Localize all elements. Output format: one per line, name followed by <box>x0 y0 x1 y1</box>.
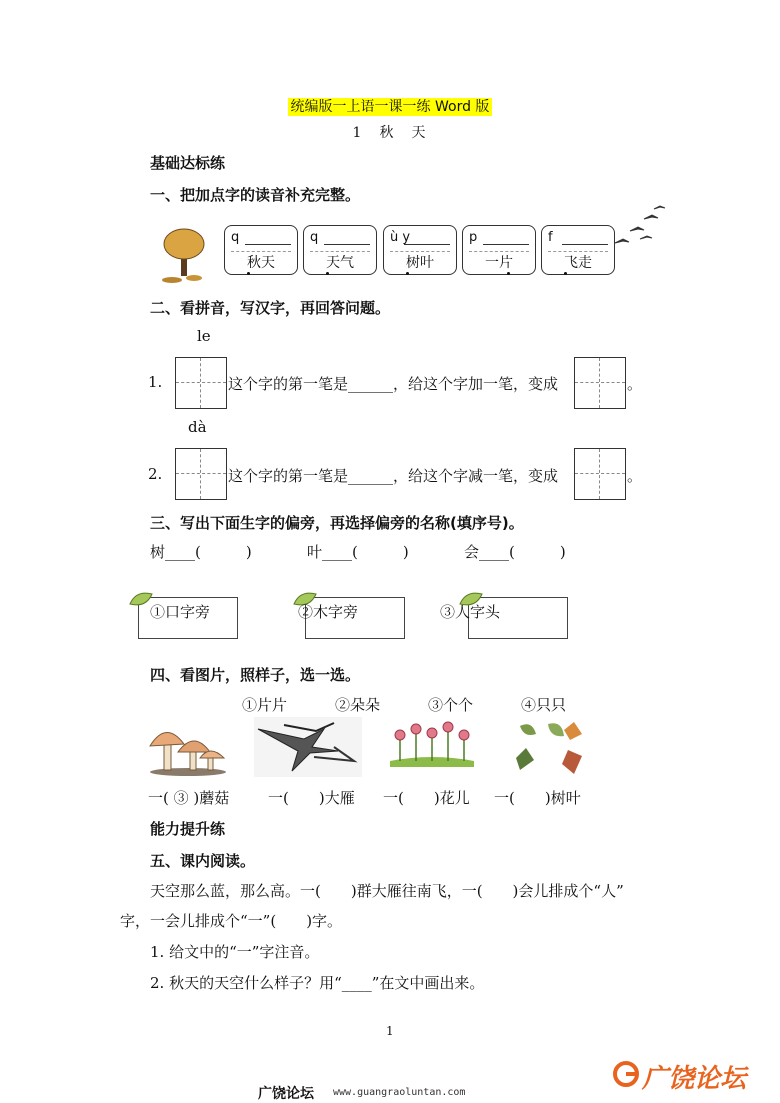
write-grid-2[interactable] <box>175 448 227 500</box>
pinyin-box-word: 一片 <box>485 255 513 271</box>
option-renzitou: ③人字头 <box>440 603 501 621</box>
emphasis-dot <box>564 272 567 275</box>
q1-title: 一、把加点字的读音补充完整。 <box>150 186 361 204</box>
pinyin-box-word: 树叶 <box>406 255 434 271</box>
pinyin-da: dà <box>188 418 207 436</box>
q2-item2-number: 2. <box>148 465 163 483</box>
q5-sub1: 1. 给文中的“一”字注音。 <box>150 943 320 961</box>
page-number: 1 <box>386 1024 394 1038</box>
pinyin-hint: p <box>469 230 478 245</box>
q3-char-shu: 树____( ) <box>150 543 252 561</box>
passage-line-2: 字，一会儿排成个“一”( )字。 <box>120 912 343 930</box>
q2-item1-number: 1. <box>148 373 163 391</box>
site-logo-icon <box>612 1060 640 1088</box>
pinyin-box-word: 秋天 <box>247 255 275 271</box>
pinyin-box-word: 飞走 <box>564 255 592 271</box>
answer-grid-1[interactable] <box>574 357 626 409</box>
q3-title: 三、写出下面生字的偏旁，再选择偏旁的名称(填序号)。 <box>150 514 524 532</box>
q5-sub2: 2. 秋天的天空什么样子？用“____”在文中画出来。 <box>150 974 485 992</box>
footer-site-name: 广饶论坛 <box>258 1086 314 1102</box>
q2-item1-text: 这个字的第一笔是______，给这个字加一笔，变成 <box>228 375 559 393</box>
q2-item1-end: 。 <box>627 375 643 393</box>
emphasis-dot <box>247 272 250 275</box>
pinyin-box[interactable] <box>383 225 457 275</box>
q4-answer-geese: 一( )大雁 <box>268 789 355 807</box>
fill-line <box>404 244 450 245</box>
pinyin-box[interactable] <box>303 225 377 275</box>
fill-line <box>483 244 529 245</box>
q3-char-hui: 会____( ) <box>464 543 566 561</box>
pinyin-hint: f <box>548 230 553 245</box>
q4-title: 四、看图片，照样子，选一选。 <box>150 666 361 684</box>
leaves-image <box>512 720 588 778</box>
pinyin-le: le <box>197 327 211 345</box>
write-grid-1[interactable] <box>175 357 227 409</box>
pinyin-box[interactable] <box>224 225 298 275</box>
autumn-tree-image <box>158 226 210 284</box>
pinyin-hint: ù y <box>390 230 411 245</box>
q4-option-3: ③个个 <box>428 696 474 714</box>
passage-line-1: 天空那么蓝，那么高。一( )群大雁往南飞，一( )会儿排成个“人” <box>150 882 624 900</box>
q2-item2-end: 。 <box>627 467 643 485</box>
fill-line <box>562 244 608 245</box>
q4-answer-leaves: 一( )树叶 <box>494 789 581 807</box>
site-logo-text: 广饶论坛 <box>642 1064 747 1094</box>
lesson-title: 1 秋 天 <box>352 125 428 141</box>
pinyin-hint: q <box>310 230 319 245</box>
q4-answer-flowers: 一( )花儿 <box>383 789 470 807</box>
pinyin-box[interactable] <box>541 225 615 275</box>
q4-answer-mushroom: 一( ③ )蘑菇 <box>148 789 230 807</box>
q4-option-1: ①片片 <box>242 696 288 714</box>
mushrooms-image <box>148 720 230 776</box>
q5-title: 五、课内阅读。 <box>150 852 256 870</box>
q2-title: 二、看拼音，写汉字，再回答问题。 <box>150 299 391 317</box>
section-basic: 基础达标练 <box>150 154 226 172</box>
option-muzipang: ②木字旁 <box>298 603 359 621</box>
pinyin-box-word: 天气 <box>326 255 354 271</box>
wild-geese-image <box>254 717 362 777</box>
footer-url[interactable]: www.guangraoluntan.com <box>333 1087 466 1098</box>
q4-option-2: ②朵朵 <box>335 696 381 714</box>
doc-title: 统编版一上语一课一练 Word 版 <box>0 96 780 116</box>
flying-geese-image <box>610 203 672 249</box>
flowers-image <box>386 717 478 769</box>
fill-line <box>324 244 370 245</box>
fill-line <box>245 244 291 245</box>
emphasis-dot <box>326 272 329 275</box>
q2-item2-text: 这个字的第一笔是______，给这个字减一笔，变成 <box>228 467 559 485</box>
pinyin-box[interactable] <box>462 225 536 275</box>
q3-char-ye: 叶____( ) <box>307 543 409 561</box>
q4-option-4: ④只只 <box>521 696 567 714</box>
pinyin-hint: q <box>231 230 240 245</box>
option-kouzipang: ①口字旁 <box>150 603 211 621</box>
emphasis-dot <box>406 272 409 275</box>
section-ability: 能力提升练 <box>150 820 226 838</box>
answer-grid-2[interactable] <box>574 448 626 500</box>
emphasis-dot <box>507 272 510 275</box>
